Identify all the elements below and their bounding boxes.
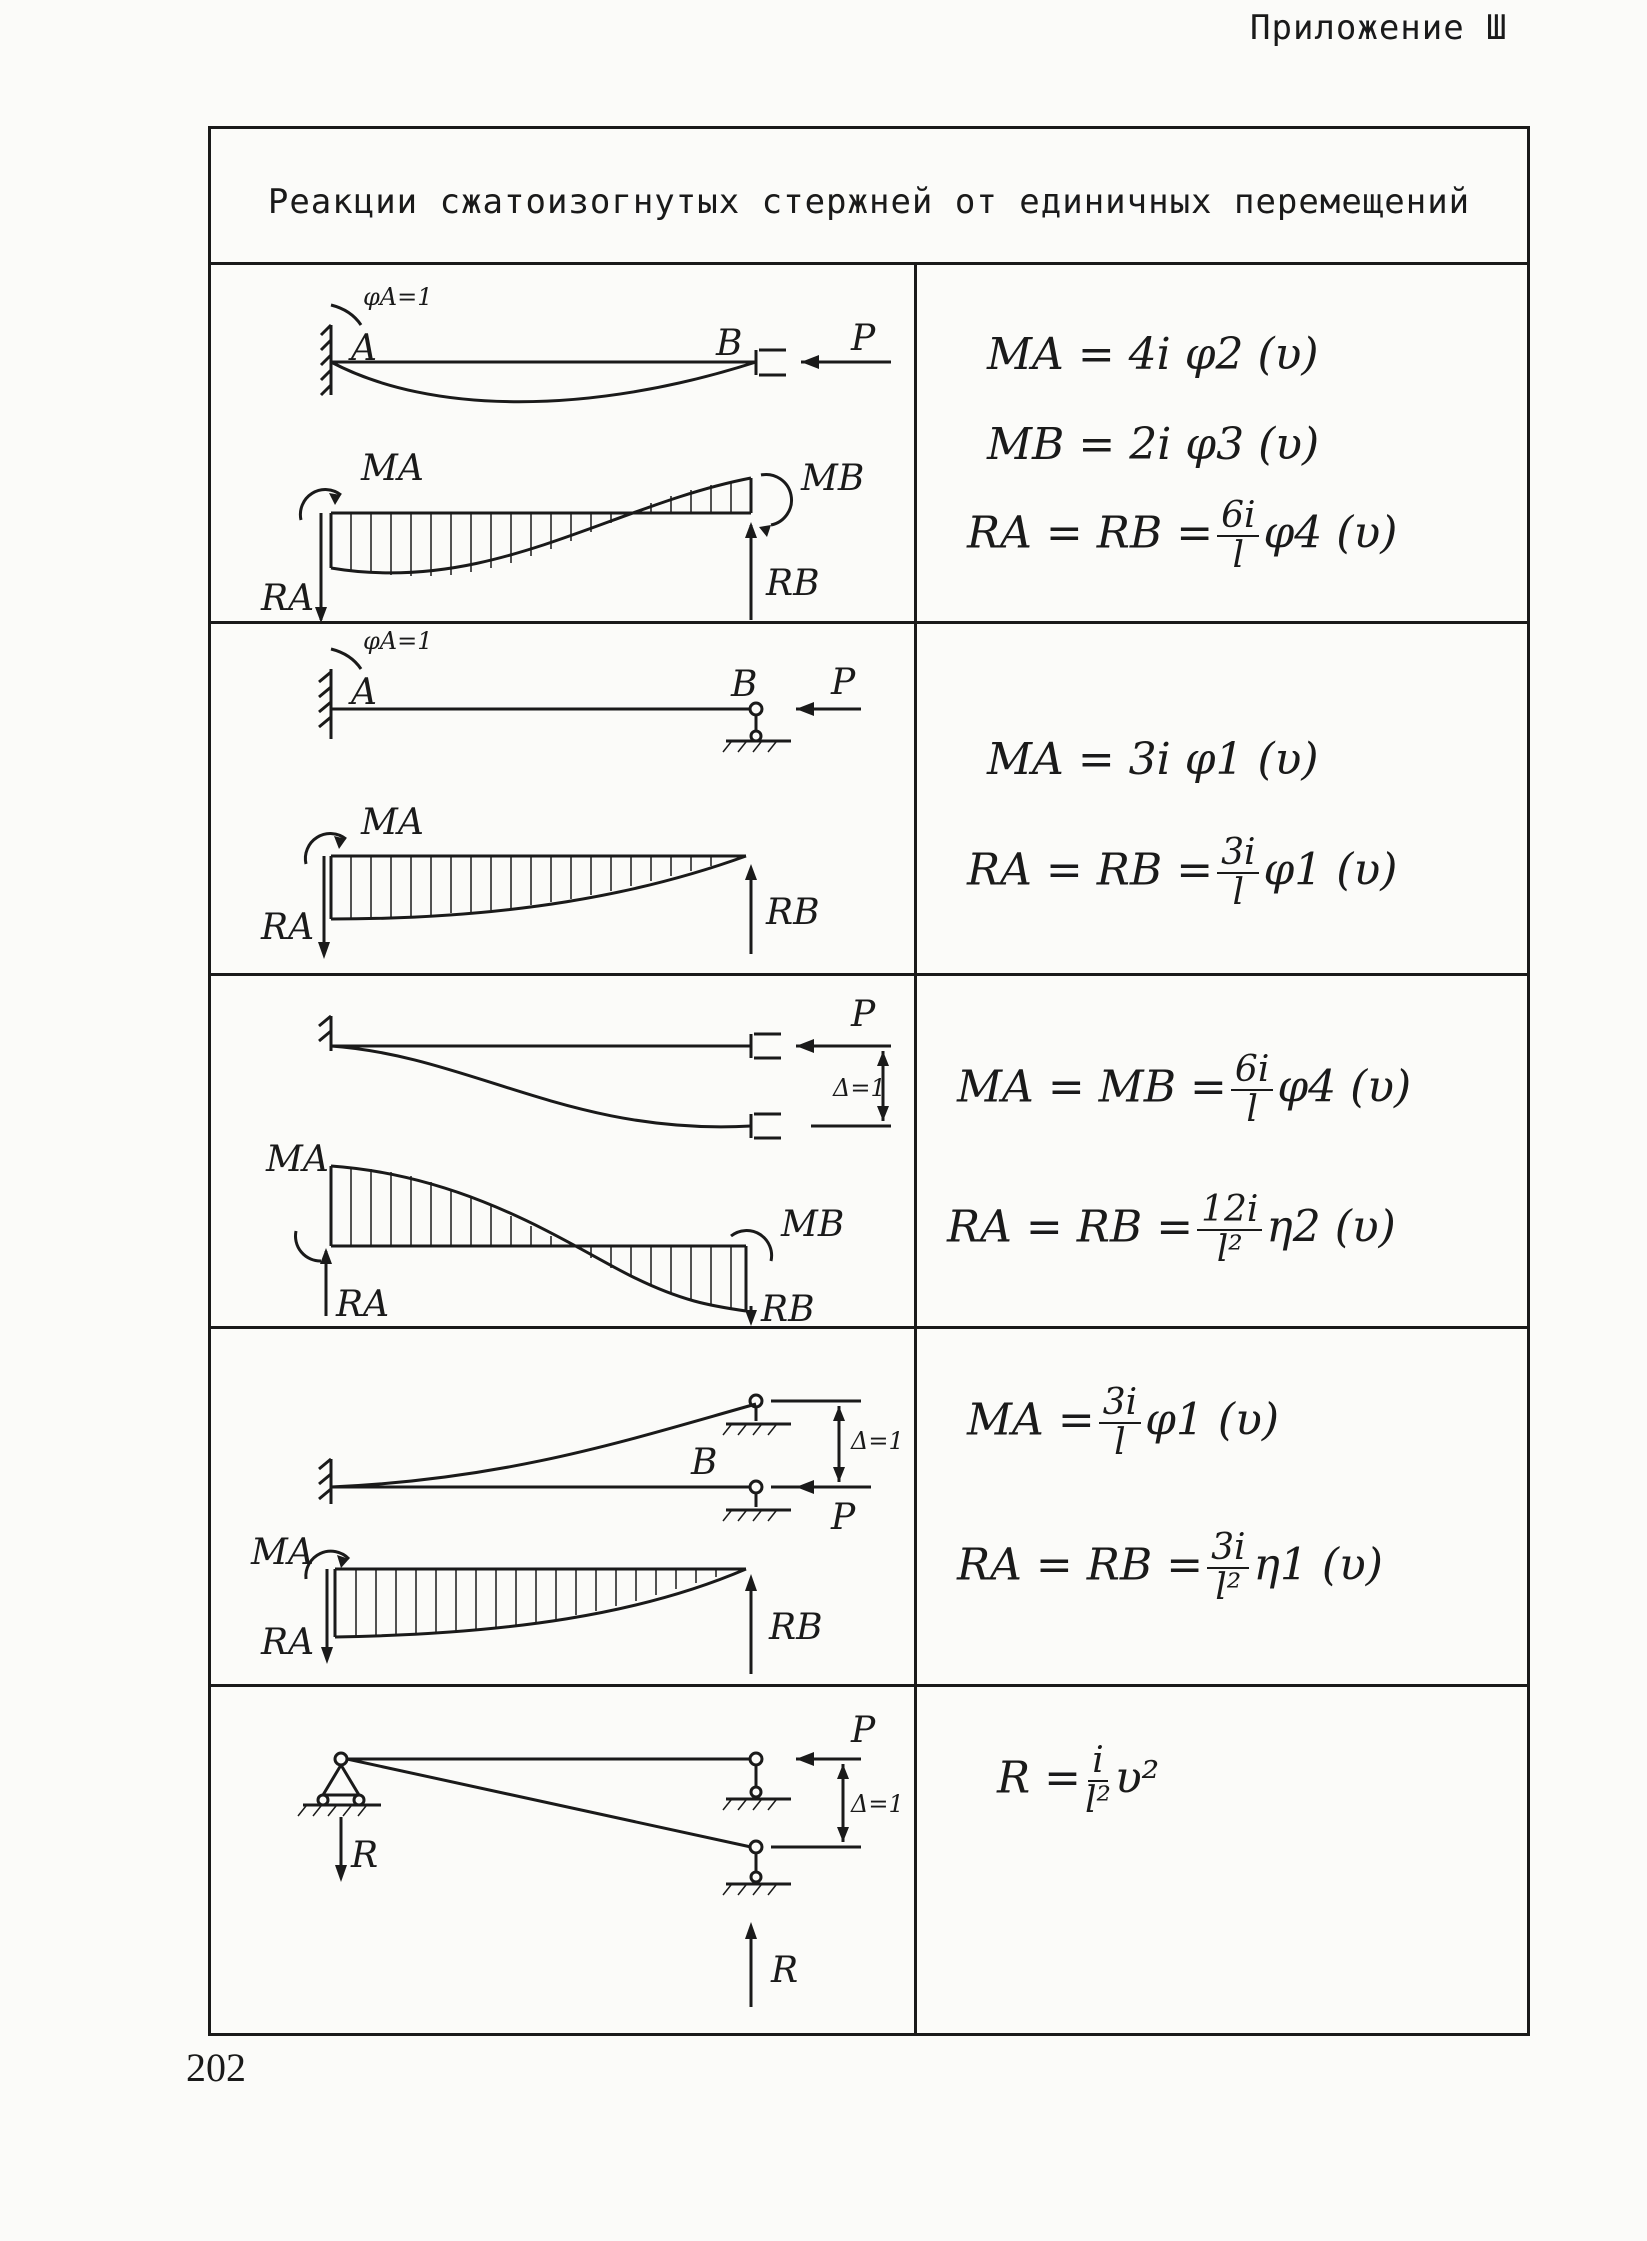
formula-ma: MA = 4i φ2 (υ): [987, 329, 1319, 380]
formulas-2: [917, 624, 1527, 973]
rotation-label: φA=1: [363, 283, 433, 311]
force-p-label: P: [831, 1497, 856, 1538]
node-b-label: B: [716, 323, 743, 364]
formula-mb: MB = 2i φ3 (υ): [987, 419, 1320, 470]
diagram-fixed-pinned-displacement: [211, 1329, 914, 1684]
formula-ra-rb: RA = RB = $\frac{3i}{\text{l²}}$ η1 (υ): [957, 1527, 1383, 1608]
moment-a-label: MA: [251, 1532, 314, 1573]
diagram-pinned-pinned-displacement: [211, 1687, 914, 2033]
formulas-1: [917, 265, 1527, 621]
formula-ra-rb: RA = RB = $\frac{3i}{l}$ φ1 (υ): [967, 832, 1398, 913]
reaction-b-label: RB: [766, 563, 820, 604]
diagram-fixed-fixed-rotation: [211, 265, 914, 621]
diagram-fixed-pinned-rotation: [211, 624, 914, 973]
force-p-label: P: [851, 994, 876, 1035]
formula-ra-rb: RA = RB = $\frac{6i}{l}$ φ4 (υ): [967, 495, 1398, 576]
formula-ra-rb: RA = RB = $\frac{12i}{\text{l²}}$ η2 (υ): [947, 1189, 1396, 1270]
moment-a-label: MA: [266, 1139, 329, 1180]
beam-diagram-5: [211, 1687, 914, 2033]
beam-diagram-2: [211, 624, 914, 976]
table-row-2: [211, 624, 1527, 976]
force-p-label: P: [831, 662, 856, 703]
beam-diagram-3: [211, 976, 914, 1329]
displacement-label: Δ=1: [851, 1790, 904, 1818]
reaction-a-label: RA: [261, 907, 315, 948]
node-a-label: A: [351, 672, 377, 713]
table-row-5: [211, 1687, 1527, 2033]
formula-ma: MA = $\frac{3i}{l}$ φ1 (υ): [967, 1382, 1279, 1463]
reaction-a-label: RA: [261, 1622, 315, 1663]
formula-ma: MA = 3i φ1 (υ): [987, 734, 1319, 785]
moment-b-label: MB: [801, 458, 865, 499]
moment-a-label: MA: [361, 802, 424, 843]
formula-r: R = $\frac{i}{\text{l²}}$ υ²: [997, 1740, 1160, 1821]
formulas-4: [917, 1329, 1527, 1684]
reaction-left-label: R: [351, 1835, 379, 1876]
table-row-1: [211, 265, 1527, 624]
formulas-3: [917, 976, 1527, 1326]
reaction-a-label: RA: [336, 1284, 390, 1325]
formulas-5: [917, 1687, 1527, 2033]
beam-diagram-4: [211, 1329, 914, 1687]
beam-diagram-1: [211, 265, 914, 624]
displacement-label: Δ=1: [851, 1427, 904, 1455]
table-title: Реакции сжатоизогнутых стержней от единичных перемещений: [211, 129, 1527, 265]
reaction-a-label: RA: [261, 578, 315, 619]
appendix-label: Приложение Ш: [1250, 8, 1508, 48]
moment-b-label: MB: [781, 1204, 845, 1245]
diagram-fixed-fixed-displacement: [211, 976, 914, 1330]
node-a-label: A: [351, 328, 377, 369]
table-row-4: [211, 1329, 1527, 1687]
formula-ma-mb: MA = MB = $\frac{6i}{l}$ φ4 (υ): [957, 1049, 1412, 1130]
reaction-right-label: R: [771, 1950, 799, 1991]
node-b-label: B: [731, 664, 758, 705]
reaction-b-label: RB: [761, 1289, 815, 1330]
reaction-b-label: RB: [766, 892, 820, 933]
reactions-table: [208, 126, 1530, 2036]
force-p-label: P: [851, 318, 876, 359]
node-b-label: B: [691, 1442, 718, 1483]
force-p-label: P: [851, 1710, 876, 1751]
rotation-label: φA=1: [363, 627, 433, 655]
reaction-b-label: RB: [769, 1607, 823, 1648]
displacement-label: Δ=1: [833, 1074, 886, 1102]
moment-a-label: MA: [361, 448, 424, 489]
page-number: 202: [186, 2045, 246, 2090]
table-row-3: [211, 976, 1527, 1329]
